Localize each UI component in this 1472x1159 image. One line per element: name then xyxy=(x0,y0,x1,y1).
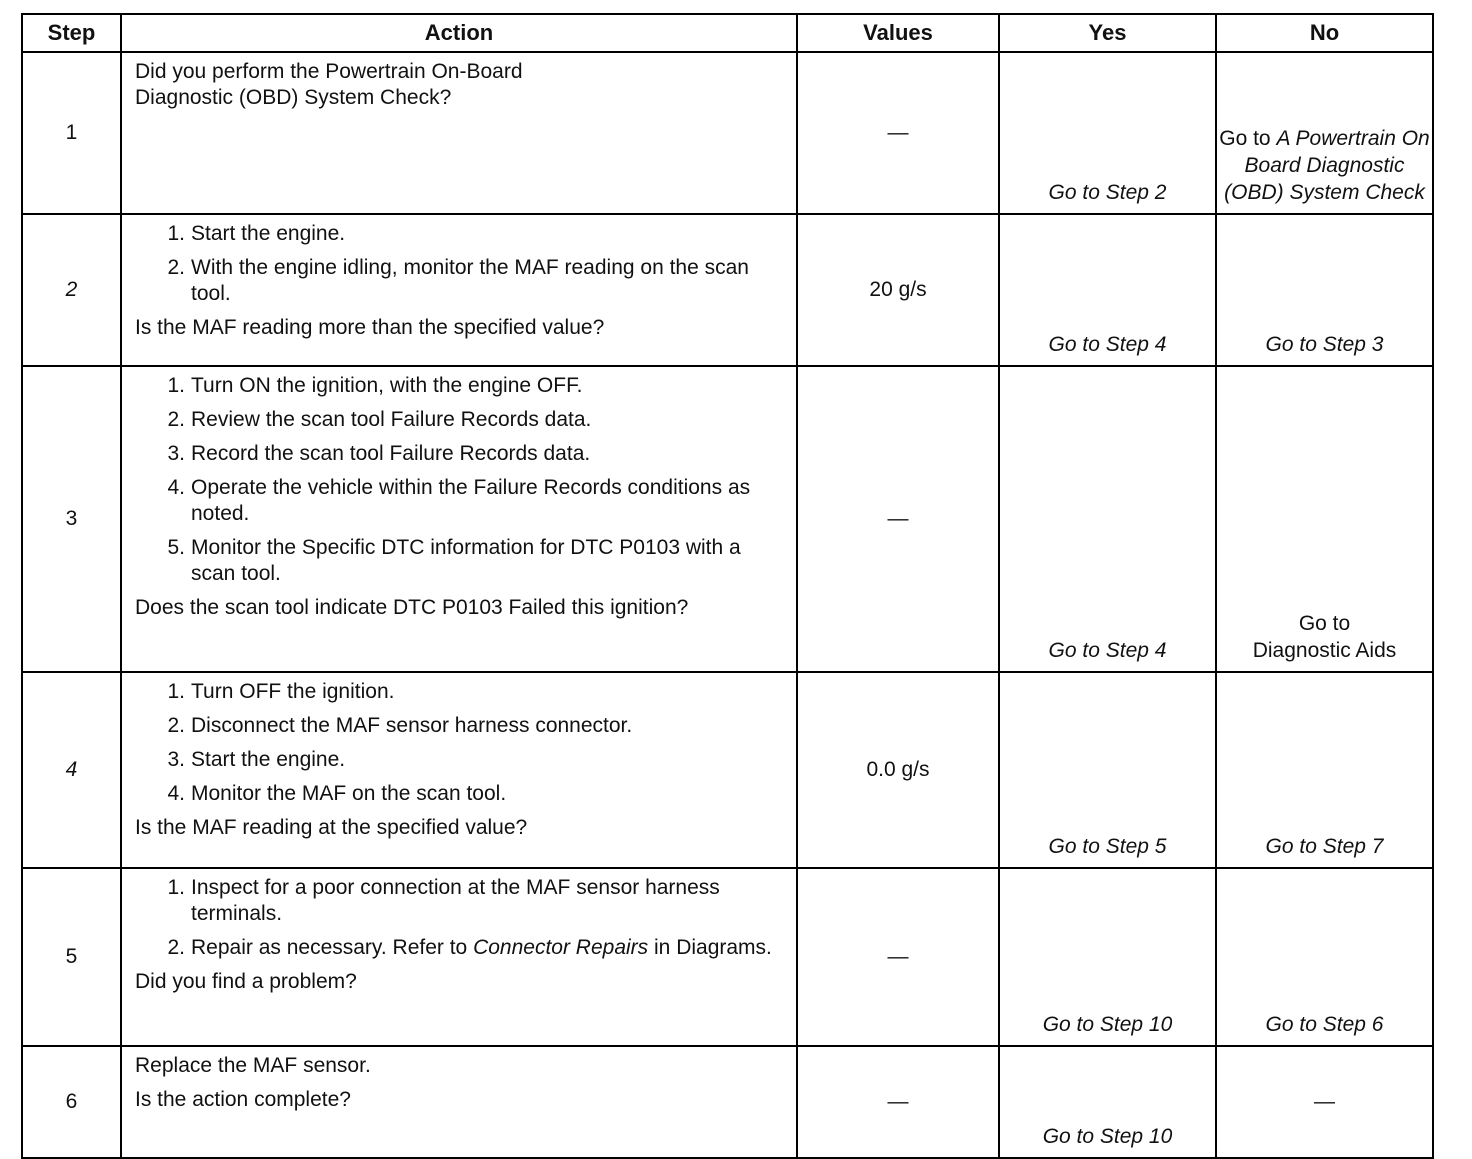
action-text: Replace the MAF sensor. xyxy=(135,1054,371,1077)
action-cell xyxy=(121,672,797,868)
no-cell xyxy=(1216,52,1433,214)
yes-goto-link[interactable]: Go to Step 10 xyxy=(1042,1125,1173,1148)
no-goto-prefix: Go to xyxy=(1298,612,1351,635)
action-step: 2. Repair as necessary. Refer to Connector Repairs in Diagrams. xyxy=(167,936,772,959)
action-steps-list xyxy=(135,679,784,807)
action-steps-list xyxy=(135,373,784,587)
action-steps-list xyxy=(135,221,784,307)
no-cell xyxy=(1216,1046,1433,1158)
action-step: 1. Turn ON the ignition, with the engine OFF. xyxy=(167,374,583,397)
action-cell xyxy=(121,366,797,672)
values-cell xyxy=(797,672,999,868)
step-number: 3 xyxy=(22,366,121,672)
no-goto-link[interactable]: A Powertrain On Board Diagnostic (OBD) System Check xyxy=(1224,127,1430,204)
yes-goto-link[interactable]: Go to Step 4 xyxy=(1048,333,1167,356)
action-cell xyxy=(121,868,797,1046)
action-question: Is the action complete? xyxy=(135,1088,351,1111)
values-text: 0.0 g/s xyxy=(866,758,930,781)
yes-cell xyxy=(999,52,1216,214)
values-cell xyxy=(797,214,999,366)
no-value-text: — xyxy=(1314,1090,1335,1113)
header-yes: Yes xyxy=(999,14,1216,52)
yes-cell xyxy=(999,868,1216,1046)
action-step: 1. Inspect for a poor connection at the MAF sensor harness terminals. xyxy=(167,876,720,925)
action-step: 2. With the engine idling, monitor the MAF reading on the scan tool. xyxy=(167,256,749,305)
values-text: — xyxy=(887,1090,909,1113)
values-text: — xyxy=(887,507,909,530)
no-cell xyxy=(1216,366,1433,672)
action-question: Does the scan tool indicate DTC P0103 Failed this ignition? xyxy=(135,596,689,619)
header-values: Values xyxy=(797,14,999,52)
action-step: 4. Monitor the MAF on the scan tool. xyxy=(167,782,507,805)
values-cell xyxy=(797,1046,999,1158)
diagnostic-table xyxy=(21,13,1434,1159)
yes-goto-link[interactable]: Go to Step 4 xyxy=(1048,639,1167,662)
yes-cell xyxy=(999,1046,1216,1158)
action-question: Is the MAF reading more than the specified value? xyxy=(135,316,605,339)
table-row xyxy=(22,214,1433,366)
header-row xyxy=(22,14,1433,52)
table-row xyxy=(22,1046,1433,1158)
action-step: 3. Start the engine. xyxy=(167,748,346,771)
yes-cell xyxy=(999,366,1216,672)
action-cell xyxy=(121,52,797,214)
step-number: 1 xyxy=(22,52,121,214)
action-cell xyxy=(121,214,797,366)
action-step: 4. Operate the vehicle within the Failure Records conditions as noted. xyxy=(167,476,751,525)
values-cell xyxy=(797,52,999,214)
no-cell xyxy=(1216,672,1433,868)
step-number: 5 xyxy=(22,868,121,1046)
yes-goto-link[interactable]: Go to Step 5 xyxy=(1048,835,1167,858)
values-cell xyxy=(797,868,999,1046)
no-cell xyxy=(1216,214,1433,366)
values-text: — xyxy=(887,121,909,144)
action-step: 2. Disconnect the MAF sensor harness connector. xyxy=(167,714,633,737)
values-text: — xyxy=(887,945,909,968)
table-row xyxy=(22,52,1433,214)
header-step: Step xyxy=(22,14,121,52)
no-goto-link[interactable]: Diagnostic Aids xyxy=(1252,639,1397,662)
action-step: 5. Monitor the Specific DTC information for DTC P0103 with a scan tool. xyxy=(167,536,741,585)
action-step: 2. Review the scan tool Failure Records data. xyxy=(167,408,592,431)
table-row xyxy=(22,868,1433,1046)
action-cell xyxy=(121,1046,797,1158)
action-steps-list xyxy=(135,875,784,961)
header-no: No xyxy=(1216,14,1433,52)
action-text: Did you perform the Powertrain On-Board Diagnostic (OBD) System Check? xyxy=(135,60,523,109)
step-number: 6 xyxy=(22,1046,121,1158)
table-row xyxy=(22,672,1433,868)
action-step: 3. Record the scan tool Failure Records data. xyxy=(167,442,591,465)
header-action: Action xyxy=(121,14,797,52)
yes-goto-link[interactable]: Go to Step 10 xyxy=(1042,1013,1173,1036)
yes-cell xyxy=(999,672,1216,868)
no-goto-link[interactable]: Go to Step 6 xyxy=(1265,1013,1384,1036)
yes-cell xyxy=(999,214,1216,366)
values-cell xyxy=(797,366,999,672)
step-number: 2 xyxy=(22,214,121,366)
no-goto-link[interactable]: Go to Step 7 xyxy=(1265,835,1384,858)
no-goto-link[interactable]: Go to Step 3 xyxy=(1265,333,1384,356)
table-row xyxy=(22,366,1433,672)
no-goto-prefix: Go to xyxy=(1219,127,1271,150)
connector-repairs-link[interactable]: Connector Repairs xyxy=(473,936,649,959)
values-text: 20 g/s xyxy=(869,278,927,301)
step-number: 4 xyxy=(22,672,121,868)
action-step: 1. Turn OFF the ignition. xyxy=(167,680,395,703)
action-step: 1. Start the engine. xyxy=(167,222,346,245)
no-cell xyxy=(1216,868,1433,1046)
action-question: Did you find a problem? xyxy=(135,970,357,993)
action-question: Is the MAF reading at the specified value? xyxy=(135,816,528,839)
yes-goto-link[interactable]: Go to Step 2 xyxy=(1048,181,1167,204)
